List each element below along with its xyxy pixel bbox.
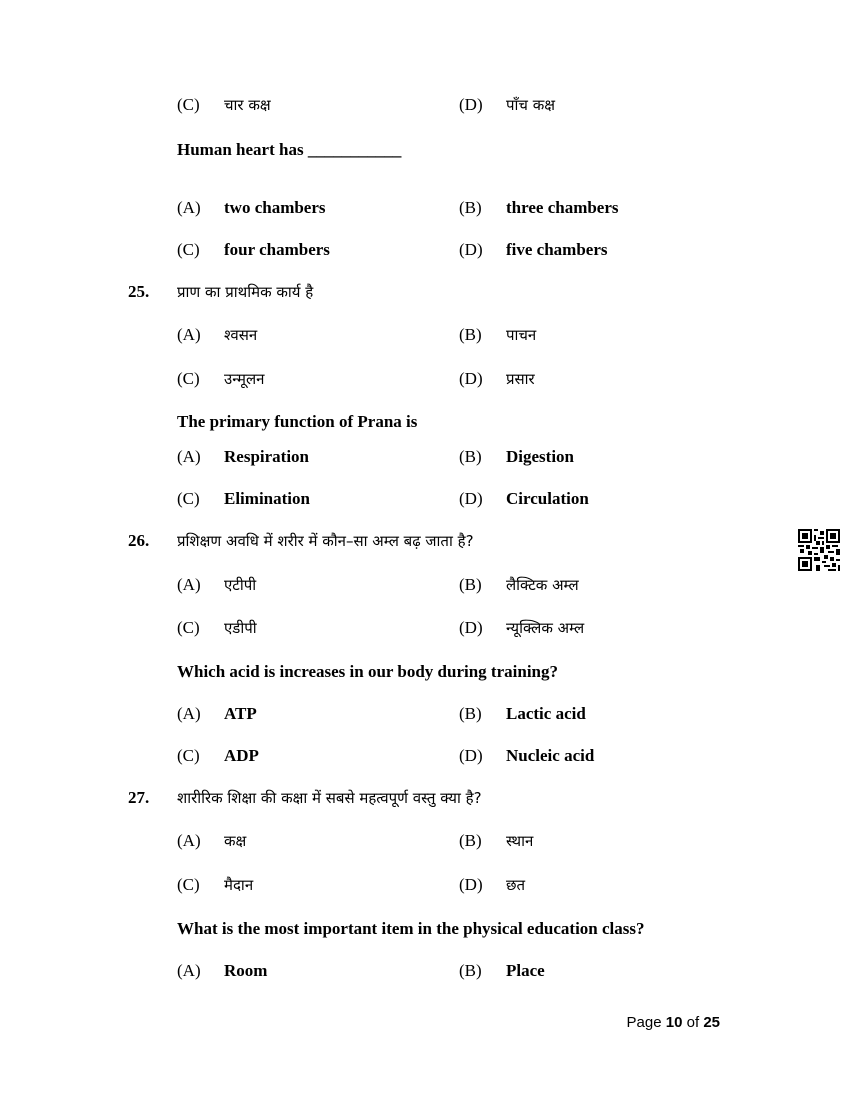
option-label: (D) — [459, 489, 483, 508]
q26-hindi-stem — [0, 526, 850, 556]
option-label: (C) — [177, 240, 200, 259]
current-page-number: 10 — [665, 1014, 683, 1031]
option-text: स्थान — [506, 832, 534, 850]
option-text: ADP — [224, 746, 259, 765]
option-label: (D) — [459, 369, 483, 388]
question-stem: Human heart has ___________ — [177, 140, 402, 159]
q27-english-options-row-1 — [0, 956, 850, 986]
option-label: (A) — [177, 704, 201, 723]
q27-hindi-options-row-2 — [0, 870, 850, 900]
q26-english-stem — [0, 657, 850, 687]
option-label: (A) — [177, 447, 201, 466]
option-text: श्वसन — [224, 326, 258, 344]
option-label: (B) — [459, 447, 482, 466]
q27-english-stem — [0, 914, 850, 944]
option-label: (D) — [459, 746, 483, 765]
option-label: (D) — [459, 875, 483, 894]
footer-prefix: Page — [626, 1014, 662, 1031]
prev-question-hindi-options-row-2 — [0, 90, 850, 120]
option-label: (B) — [459, 325, 482, 344]
q26-hindi-options-row-2 — [0, 613, 850, 643]
q25-hindi-options-row-1 — [0, 320, 850, 350]
option-label: (A) — [177, 198, 201, 217]
option-label: (C) — [177, 489, 200, 508]
option-text: पाचन — [506, 326, 537, 344]
option-label: (B) — [459, 704, 482, 723]
q25-english-options-row-1 — [0, 442, 850, 472]
q25-english-options-row-2 — [0, 484, 850, 514]
q25-hindi-options-row-2 — [0, 364, 850, 394]
option-text: छत — [506, 876, 526, 894]
question-stem: प्रशिक्षण अवधि में शरीर में कौन–सा अम्ल बढ़ जाता है? — [177, 532, 474, 550]
option-label: (A) — [177, 831, 201, 850]
option-text: उन्मूलन — [224, 370, 265, 388]
option-label: (C) — [177, 95, 200, 114]
option-text: Circulation — [506, 489, 589, 508]
option-text: एडीपी — [224, 619, 257, 637]
page-footer — [627, 1014, 720, 1031]
option-text: Elimination — [224, 489, 310, 508]
option-label: (C) — [177, 618, 200, 637]
option-label: (C) — [177, 369, 200, 388]
question-stem: प्राण का प्राथमिक कार्य है — [177, 283, 314, 301]
option-text: Respiration — [224, 447, 309, 466]
q24-english-options-row-1 — [0, 193, 850, 223]
q26-english-options-row-2 — [0, 741, 850, 771]
option-text: Nucleic acid — [506, 746, 595, 765]
option-label: (D) — [459, 95, 483, 114]
q25-english-stem — [0, 407, 850, 437]
option-text: five chambers — [506, 240, 608, 259]
option-text: लैक्टिक अम्ल — [506, 576, 579, 594]
q25-hindi-stem — [0, 277, 850, 307]
option-text: Digestion — [506, 447, 574, 466]
q24-english-stem — [0, 135, 850, 165]
option-label: (D) — [459, 240, 483, 259]
question-number: 25. — [128, 282, 150, 301]
option-text: मैदान — [224, 876, 254, 894]
option-text: एटीपी — [224, 576, 257, 594]
option-text: Lactic acid — [506, 704, 586, 723]
option-text: न्यूक्लिक अम्ल — [506, 619, 585, 637]
q27-hindi-options-row-1 — [0, 826, 850, 856]
qr-code-icon — [798, 529, 840, 571]
question-stem: Which acid is increases in our body during training? — [177, 662, 558, 681]
question-stem: The primary function of Prana is — [177, 412, 418, 431]
question-number: 26. — [128, 531, 150, 550]
option-text: three chambers — [506, 198, 619, 217]
question-stem: शारीरिक शिक्षा की कक्षा में सबसे महत्वपूर्ण वस्तु क्या है? — [177, 789, 482, 807]
option-text: चार कक्ष — [224, 96, 271, 114]
option-text: Room — [224, 961, 268, 980]
option-text: प्रसार — [506, 370, 535, 388]
option-label: (A) — [177, 575, 201, 594]
q24-english-options-row-2 — [0, 235, 850, 265]
option-label: (A) — [177, 325, 201, 344]
option-label: (B) — [459, 961, 482, 980]
q27-hindi-stem — [0, 783, 850, 813]
q26-english-options-row-1 — [0, 699, 850, 729]
option-text: Place — [506, 961, 545, 980]
option-text: two chambers — [224, 198, 326, 217]
option-text: कक्ष — [224, 832, 247, 850]
option-label: (A) — [177, 961, 201, 980]
option-label: (B) — [459, 575, 482, 594]
option-text: ATP — [224, 704, 257, 723]
option-text: पाँच कक्ष — [506, 96, 555, 114]
option-text: four chambers — [224, 240, 330, 259]
question-number: 27. — [128, 788, 150, 807]
question-stem: What is the most important item in the physical education class? — [177, 919, 645, 938]
option-label: (B) — [459, 831, 482, 850]
option-label: (C) — [177, 746, 200, 765]
q26-hindi-options-row-1 — [0, 570, 850, 600]
footer-separator: of — [686, 1014, 700, 1031]
option-label: (B) — [459, 198, 482, 217]
option-label: (C) — [177, 875, 200, 894]
option-label: (D) — [459, 618, 483, 637]
total-page-count: 25 — [703, 1014, 720, 1031]
